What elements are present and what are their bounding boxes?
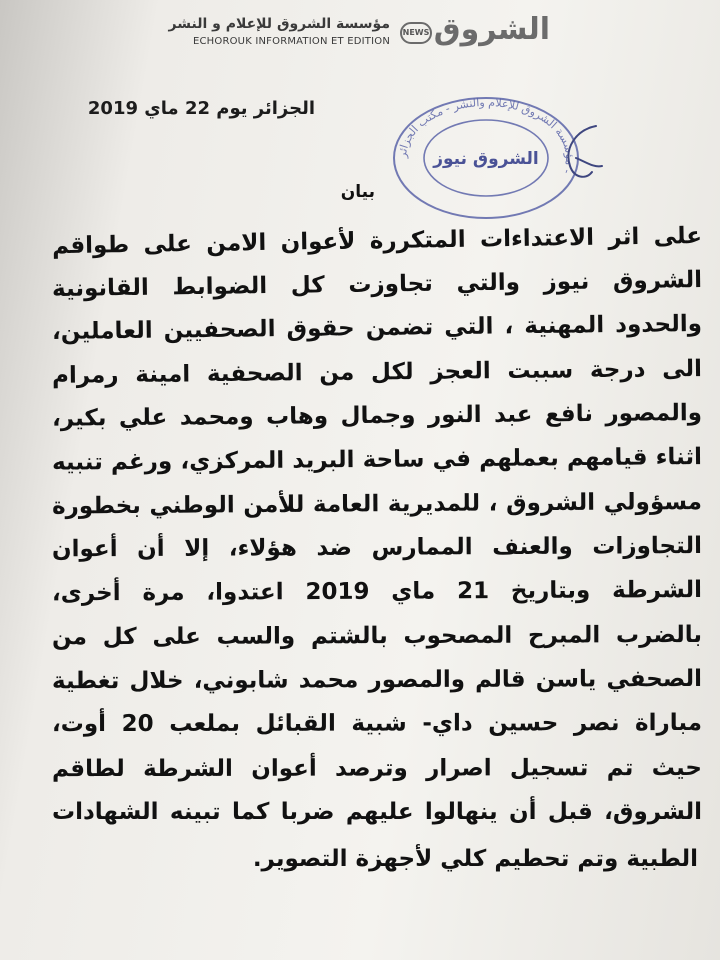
signature (556, 118, 606, 198)
body-line: الشروق، قبل أن ينهالوا عليهم ضربا كما تبينه الشهادات (52, 799, 702, 825)
document-date: الجزائر يوم 22 ماي 2019 (87, 98, 315, 119)
letterhead (150, 10, 550, 50)
body-line: التجاوزات والعنف الممارس ضد هؤلاء، إلا أن أعوان (51, 533, 703, 563)
body-line: الصحفي ياسن قالم والمصور محمد شابوني، خلال تغطية (51, 666, 703, 695)
body-line: الطبية وتم تحطيم كلي لأجهزة التصوير. (252, 846, 698, 872)
body-line: والمصور نافع عبد النور وجمال وهاب ومحمد علي بكير، (51, 400, 703, 432)
body-line: اثناء قيامهم بعملهم في ساحة البريد المركزي، ورغم تنبيه (51, 444, 703, 476)
body-line: الى درجة سببت العجز لكل من الصحفية امينة رمرام (51, 356, 703, 389)
body-line: مسؤولي الشروق ، للمديرية العامة للأمن الوطني بخطورة (51, 489, 703, 520)
stamp-center-text: الشروق نيوز (433, 149, 539, 169)
news-badge: NEWS (400, 22, 432, 44)
stamp-ring-text: مؤسسة الشروق للإعلام والنشر - مكتب الجزائر - (395, 95, 577, 176)
statement-title: بيان (340, 182, 375, 202)
brand-logo: الشروق (433, 12, 550, 47)
body-line: مباراة نصر حسين داي- شبية القبائل بملعب 20 أوت، (51, 710, 703, 738)
body-line: حيث تم تسجيل اصرار وترصد أعوان الشرطة لطاقم (51, 755, 703, 783)
organization-name-arabic: مؤسسة الشروق للإعلام و النشر (168, 16, 390, 32)
body-line: بالضرب المبرح المصحوب بالشتم والسب على كل من (51, 622, 703, 651)
body-line: الشروق نيوز والتي تجاوزت كل الضوابط القانونية (51, 267, 703, 303)
body-line: والحدود المهنية ، التي تضمن حقوق الصحفيين العاملين، (51, 311, 703, 345)
organization-name-latin: ECHOROUK INFORMATION ET EDITION (192, 36, 390, 47)
body-line: الشرطة وبتاريخ 21 ماي 2019 اعتدوا، مرة أخرى، (51, 577, 703, 607)
body-line: على اثر الاعتداءات المتكررة لأعوان الامن على طواقم (51, 223, 703, 260)
